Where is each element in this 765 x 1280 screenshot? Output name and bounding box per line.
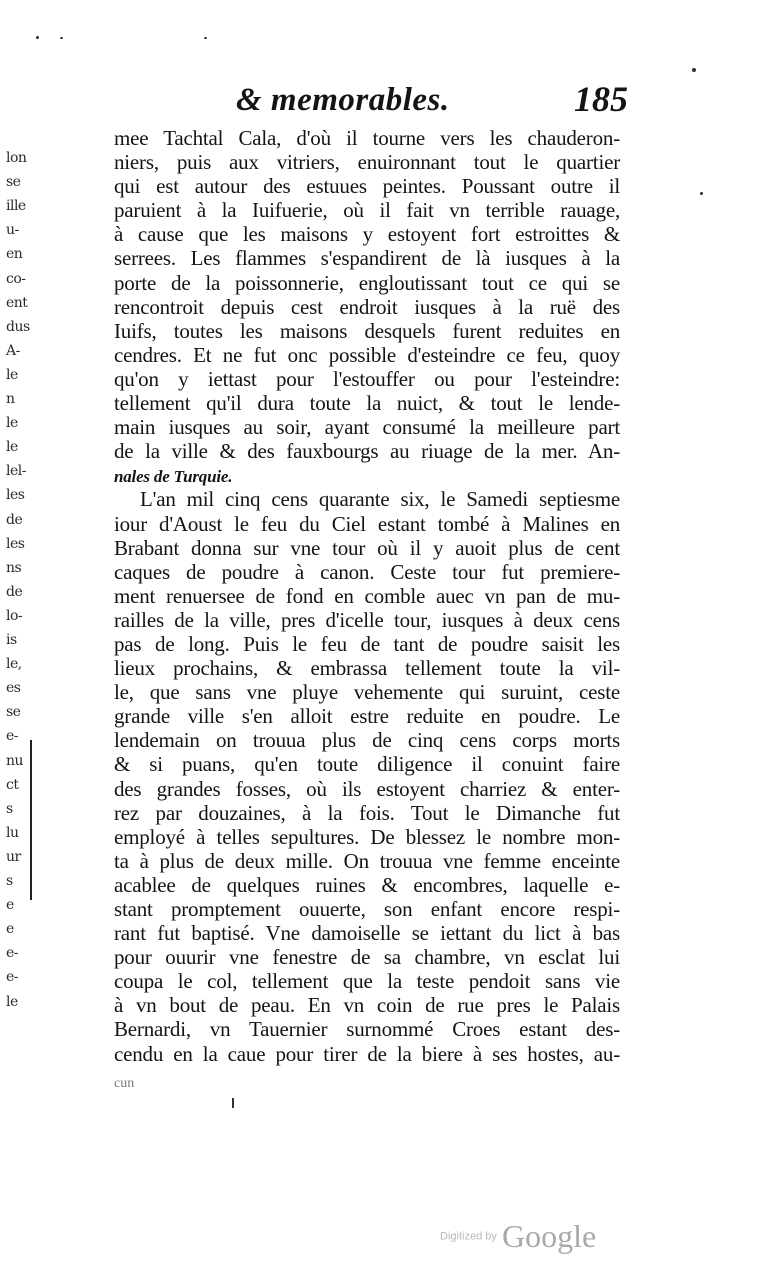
- text-line: stant promptement ouuerte, son enfant encore respi-: [114, 897, 620, 921]
- gutter-fragment: lu: [6, 824, 19, 841]
- text-line: de la ville & des fauxbourgs au riuage de la mer. An-: [114, 439, 620, 464]
- gutter-fragment: le: [6, 993, 18, 1010]
- text-line: caques de poudre à canon. Ceste tour fut premiere-: [114, 559, 620, 584]
- text-line: iour d'Aoust le feu du Ciel estant tombé à Malines en: [114, 511, 620, 536]
- text-line: lendemain on trouua plus de cinq cens corps morts: [114, 728, 620, 753]
- gutter-fragment: ur: [6, 848, 21, 865]
- gutter-fragment: en: [6, 246, 23, 263]
- text-line: à cause que les maisons y estoyent fort estroittes &: [114, 222, 620, 247]
- page-number: 185: [574, 79, 628, 119]
- gutter-fragment: e-: [6, 969, 19, 986]
- text-line: railles de la ville, pres d'icelle tour, iusques à deux cens: [114, 607, 620, 632]
- gutter-fragment: ct: [6, 776, 19, 793]
- text-line: qu'on y iettast pour l'estouffer ou pour l'esteindre:: [114, 366, 620, 391]
- gutter-fragment: es: [6, 680, 21, 697]
- gutter-fragment: co-: [6, 270, 26, 287]
- text-line: des grandes fosses, où ils estoyent charriez & enter-: [114, 776, 620, 801]
- gutter-fragment: e-: [6, 728, 19, 745]
- catchword: cun: [114, 1076, 135, 1091]
- text-line: cendres. Et ne fut onc possible d'esteindre ce feu, quoy: [114, 342, 620, 367]
- gutter-fragment: le,: [6, 656, 22, 673]
- text-line: Iuifs, toutes les maisons desquels furent reduites en: [114, 318, 620, 343]
- gutter-fragment: n: [6, 391, 15, 407]
- scan-speck: [232, 1098, 234, 1108]
- gutter-fragment: nu: [6, 752, 24, 769]
- body-text: [114, 126, 620, 1066]
- text-line: paruient à la Iuifuerie, où il fait vn terrible rauage,: [114, 198, 620, 223]
- text-line: acablee de quelques ruines & encombres, laquelle e-: [114, 872, 620, 897]
- gutter-fragment: e-: [6, 945, 19, 962]
- text-line: ta à plus de deux mille. On trouua vne femme enceinte: [114, 848, 620, 873]
- gutter-fragment: lel-: [6, 463, 26, 480]
- gutter-fragment: lon: [6, 150, 27, 166]
- scan-speck: [36, 36, 39, 39]
- gutter-fragment: e: [6, 897, 14, 914]
- text-line-source: [114, 463, 620, 487]
- gutter-fragment: u-: [6, 222, 19, 239]
- gutter-fragment: ns: [6, 559, 22, 576]
- text-line: mee Tachtal Cala, d'où il tourne vers les chauderon-: [114, 126, 620, 150]
- text-line: tellement qu'il dura toute la nuict, & tout le lende-: [114, 391, 620, 416]
- gutter-fragment: le: [6, 439, 18, 456]
- gutter-fragment: les: [6, 535, 25, 552]
- scan-speck: [60, 37, 63, 39]
- gutter-fragment: s: [6, 873, 13, 889]
- text-line: Brabant donna sur vne tour où il y auoit plus de cent: [114, 535, 620, 560]
- source-note: nales de Turquie.: [114, 467, 233, 487]
- text-line: main iusques au soir, ayant consumé la meilleure part: [114, 415, 620, 440]
- gutter-fragment: les: [6, 487, 25, 504]
- text-line: ment renuersee de fond en comble auec vn pan de mu-: [114, 583, 620, 608]
- scan-speck: [204, 37, 207, 39]
- scan-speck: [700, 192, 703, 195]
- text-line: lieux prochains, & embrassa tellement toute la vil-: [114, 656, 620, 681]
- text-line: cendu en la caue pour tirer de la biere à ses hostes, au-: [114, 1041, 620, 1066]
- text-line: employé à telles sepultures. De blessez le nombre mon-: [114, 824, 620, 849]
- gutter-fragment: ent: [6, 294, 28, 311]
- gutter-fragment: le: [6, 415, 18, 432]
- gutter-fragment: s: [6, 800, 13, 817]
- gutter-fragment: le: [6, 366, 18, 383]
- watermark-prefix: Digitized by: [440, 1230, 497, 1243]
- gutter-margin-line: [30, 740, 32, 900]
- text-line: rez par douzaines, à la fois. Tout le Dimanche fut: [114, 800, 620, 825]
- text-line: rant fut baptisé. Vne damoiselle se iettant du lict à bas: [114, 921, 620, 946]
- gutter-fragment: se: [6, 704, 21, 721]
- gutter-fragment: de: [6, 511, 23, 528]
- text-line: L'an mil cinq cens quarante six, le Samedi septiesme: [140, 487, 620, 512]
- text-line: pas de long. Puis le feu de tant de poudre saisit les: [114, 631, 620, 656]
- gutter-fragment: de: [6, 583, 23, 600]
- gutter-fragment: e: [6, 921, 14, 938]
- gutter-fragment: is: [6, 632, 17, 648]
- text-line: Bernardi, vn Tauernier surnommé Croes estant des-: [114, 1017, 620, 1042]
- gutter-fragment: lo-: [6, 607, 23, 624]
- gutter-fragment: A-: [6, 342, 20, 359]
- digitization-watermark: [440, 1218, 596, 1255]
- text-line: coupa le col, tellement que la teste pendoit sans vie: [114, 969, 620, 994]
- text-line: pour ouurir vne fenestre de sa chambre, vn esclat lui: [114, 945, 620, 970]
- gutter-fragment: se: [6, 174, 21, 191]
- gutter-fragment: dus: [6, 318, 30, 335]
- text-line: rencontroit depuis cest endroit iusques à la ruë des: [114, 294, 620, 319]
- text-line: le, que sans vne pluye vehemente qui suruint, ceste: [114, 680, 620, 705]
- google-logo: Google: [501, 1218, 597, 1254]
- text-line: à vn bout de peau. En vn coin de rue pres le Palais: [114, 993, 620, 1018]
- text-line: porte de la poissonnerie, engloutissant tout ce qui se: [114, 270, 620, 295]
- text-line: grande ville s'en alloit estre reduite en poudre. Le: [114, 704, 620, 729]
- gutter-fragment: ille: [6, 198, 26, 215]
- page-header: [216, 79, 628, 126]
- scan-speck: [692, 68, 696, 72]
- text-line: qui est autour des estuues peintes. Poussant outre il: [114, 174, 620, 199]
- text-line: & si puans, qu'en toute diligence il conuint faire: [114, 752, 620, 777]
- text-line: serrees. Les flammes s'espandirent de là iusques à la: [114, 246, 620, 271]
- running-title: & memorables.: [236, 82, 450, 118]
- text-line: niers, puis aux vitriers, enuironnant tout le quartier: [114, 150, 620, 175]
